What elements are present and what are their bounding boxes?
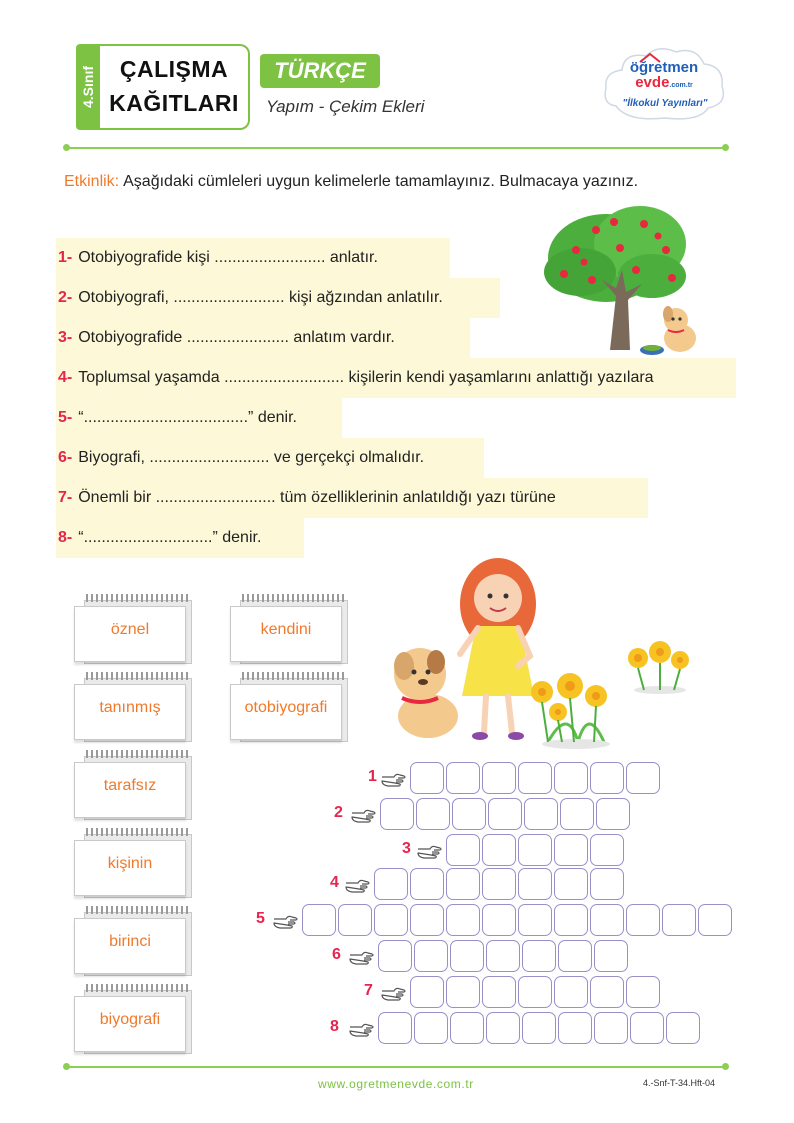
puzzle-cell[interactable] bbox=[410, 868, 444, 900]
word-card-label: tanınmış bbox=[99, 699, 161, 716]
word-card-label: kendini bbox=[260, 621, 312, 638]
word-card-label: öznel bbox=[110, 621, 150, 638]
logo-word-2: evde bbox=[635, 74, 670, 91]
question-3 bbox=[58, 329, 395, 347]
puzzle-row bbox=[380, 798, 632, 830]
girl-dog-flowers-illustration bbox=[368, 556, 698, 756]
puzzle-row bbox=[446, 834, 626, 866]
puzzle-cell[interactable] bbox=[450, 940, 484, 972]
puzzle-row bbox=[302, 904, 734, 936]
topic-subtitle: Yapım - Çekim Ekleri bbox=[266, 97, 425, 116]
puzzle-cell[interactable] bbox=[410, 976, 444, 1008]
puzzle-cell[interactable] bbox=[626, 762, 660, 794]
puzzle-cell[interactable] bbox=[554, 762, 588, 794]
question-text: Toplumsal yaşamda ........................... kişilerin kendi yaşamlarını anlattığı yazılara bbox=[78, 369, 654, 386]
puzzle-cell[interactable] bbox=[414, 940, 448, 972]
puzzle-cell[interactable] bbox=[410, 762, 444, 794]
question-number: 5- bbox=[58, 409, 73, 426]
word-card bbox=[72, 678, 192, 746]
worksheet-title-box bbox=[100, 44, 250, 130]
puzzle-cell[interactable] bbox=[486, 940, 520, 972]
puzzle-cell[interactable] bbox=[482, 834, 516, 866]
puzzle-cell[interactable] bbox=[446, 762, 480, 794]
puzzle-cell[interactable] bbox=[416, 798, 450, 830]
pointing-hand-icon bbox=[350, 805, 376, 823]
puzzle-cell[interactable] bbox=[590, 904, 624, 936]
activity-text: Aşağıdaki cümleleri uygun kelimelerle tamamlayınız. Bulmacaya yazınız. bbox=[123, 173, 639, 190]
question-number: 3- bbox=[58, 329, 73, 346]
puzzle-cell[interactable] bbox=[338, 904, 372, 936]
puzzle-cell[interactable] bbox=[594, 940, 628, 972]
puzzle-row bbox=[410, 762, 662, 794]
puzzle-cell[interactable] bbox=[486, 1012, 520, 1044]
puzzle-cell[interactable] bbox=[630, 1012, 664, 1044]
puzzle-row bbox=[374, 868, 626, 900]
puzzle-cell[interactable] bbox=[524, 798, 558, 830]
word-card bbox=[72, 756, 192, 824]
puzzle-cell[interactable] bbox=[518, 904, 552, 936]
word-card bbox=[72, 990, 192, 1058]
puzzle-cell[interactable] bbox=[378, 940, 412, 972]
logo-word-1: öğretmen bbox=[629, 59, 699, 76]
puzzle-cell[interactable] bbox=[626, 976, 660, 1008]
question-text: Otobiyografide kişi ......................... anlatır. bbox=[78, 249, 378, 266]
puzzle-cell[interactable] bbox=[450, 1012, 484, 1044]
puzzle-cell[interactable] bbox=[518, 868, 552, 900]
word-card bbox=[72, 600, 192, 668]
logo-wordmark bbox=[610, 60, 718, 93]
word-card bbox=[228, 678, 348, 746]
question-number: 2- bbox=[58, 289, 73, 306]
puzzle-row bbox=[410, 976, 662, 1008]
puzzle-cell[interactable] bbox=[374, 868, 408, 900]
footer-code: 4.-Snf-T-34.Hft-04 bbox=[643, 1078, 716, 1088]
puzzle-cell[interactable] bbox=[518, 834, 552, 866]
pointing-hand-icon bbox=[348, 947, 374, 965]
puzzle-cell[interactable] bbox=[414, 1012, 448, 1044]
puzzle-cell[interactable] bbox=[452, 798, 486, 830]
pointing-hand-icon bbox=[416, 841, 442, 859]
grade-tab bbox=[76, 44, 100, 130]
puzzle-cell[interactable] bbox=[374, 904, 408, 936]
question-1 bbox=[58, 249, 378, 267]
puzzle-cell[interactable] bbox=[482, 904, 516, 936]
puzzle-cell[interactable] bbox=[522, 1012, 556, 1044]
puzzle-cell[interactable] bbox=[596, 798, 630, 830]
puzzle-cell[interactable] bbox=[518, 976, 552, 1008]
puzzle-cell[interactable] bbox=[488, 798, 522, 830]
footer-url: www.ogretmenevde.com.tr bbox=[318, 1077, 474, 1091]
question-number: 8- bbox=[58, 529, 73, 546]
question-4 bbox=[58, 369, 654, 387]
puzzle-row bbox=[378, 940, 630, 972]
puzzle-cell[interactable] bbox=[560, 798, 594, 830]
pointing-hand-icon bbox=[380, 983, 406, 1001]
logo-tagline: "İlkokul Yayınları" bbox=[622, 98, 708, 109]
pointing-hand-icon bbox=[348, 1019, 374, 1037]
puzzle-row-number: 3 bbox=[402, 840, 411, 857]
puzzle-row-number: 5 bbox=[256, 910, 265, 927]
pointing-hand-icon bbox=[344, 875, 370, 893]
puzzle-cell[interactable] bbox=[590, 868, 624, 900]
question-number: 1- bbox=[58, 249, 73, 266]
question-number: 4- bbox=[58, 369, 73, 386]
apple-tree-illustration bbox=[540, 200, 740, 360]
puzzle-cell[interactable] bbox=[590, 762, 624, 794]
puzzle-cell[interactable] bbox=[554, 834, 588, 866]
publisher-logo bbox=[600, 44, 728, 128]
puzzle-cell[interactable] bbox=[446, 904, 480, 936]
word-card-label: otobiyografi bbox=[244, 699, 328, 716]
logo-domain: .com.tr bbox=[669, 82, 693, 89]
puzzle-cell[interactable] bbox=[410, 904, 444, 936]
question-6 bbox=[58, 449, 424, 467]
puzzle-cell[interactable] bbox=[590, 834, 624, 866]
puzzle-cell[interactable] bbox=[446, 976, 480, 1008]
puzzle-cell[interactable] bbox=[380, 798, 414, 830]
puzzle-cell[interactable] bbox=[446, 868, 480, 900]
puzzle-cell[interactable] bbox=[518, 762, 552, 794]
puzzle-cell[interactable] bbox=[554, 976, 588, 1008]
word-card bbox=[72, 912, 192, 980]
activity-instruction bbox=[64, 173, 638, 191]
puzzle-row-number: 8 bbox=[330, 1018, 339, 1035]
pointing-hand-icon bbox=[380, 769, 406, 787]
puzzle-cell[interactable] bbox=[482, 868, 516, 900]
pointing-hand-icon bbox=[272, 911, 298, 929]
puzzle-cell[interactable] bbox=[554, 868, 588, 900]
puzzle-cell[interactable] bbox=[662, 904, 696, 936]
puzzle-cell[interactable] bbox=[446, 834, 480, 866]
word-card bbox=[72, 834, 192, 902]
word-card-label: kişinin bbox=[107, 855, 153, 872]
puzzle-row-number: 6 bbox=[332, 946, 341, 963]
question-number: 7- bbox=[58, 489, 73, 506]
puzzle-row-number: 7 bbox=[364, 982, 373, 999]
puzzle-cell[interactable] bbox=[666, 1012, 700, 1044]
puzzle-cell[interactable] bbox=[482, 762, 516, 794]
question-text: Otobiyografide ....................... anlatım vardır. bbox=[78, 329, 395, 346]
question-7 bbox=[58, 489, 556, 507]
question-text: Önemli bir ........................... tüm özelliklerinin anlatıldığı yazı türüne bbox=[78, 489, 556, 506]
header-divider bbox=[66, 147, 726, 149]
question-number: 6- bbox=[58, 449, 73, 466]
footer-divider bbox=[66, 1066, 726, 1068]
puzzle-cell[interactable] bbox=[554, 904, 588, 936]
subject-badge: TÜRKÇE bbox=[260, 54, 380, 88]
puzzle-row-number: 2 bbox=[334, 804, 343, 821]
puzzle-cell[interactable] bbox=[590, 976, 624, 1008]
word-card bbox=[228, 600, 348, 668]
question-5 bbox=[58, 409, 297, 427]
puzzle-cell[interactable] bbox=[302, 904, 336, 936]
puzzle-cell[interactable] bbox=[558, 1012, 592, 1044]
title-line-2: KAĞITLARI bbox=[109, 90, 239, 116]
word-card-label: birinci bbox=[109, 933, 151, 950]
title-line-1: ÇALIŞMA bbox=[119, 56, 229, 82]
word-card-label: tarafsız bbox=[103, 777, 157, 794]
question-text: “.............................” denir. bbox=[78, 529, 262, 546]
question-text: “.....................................” denir. bbox=[78, 409, 297, 426]
puzzle-cell[interactable] bbox=[378, 1012, 412, 1044]
puzzle-cell[interactable] bbox=[626, 904, 660, 936]
activity-label: Etkinlik: bbox=[64, 173, 120, 190]
question-text: Otobiyografi, ......................... kişi ağzından anlatılır. bbox=[78, 289, 443, 306]
puzzle-row bbox=[378, 1012, 702, 1044]
puzzle-cell[interactable] bbox=[594, 1012, 628, 1044]
puzzle-cell[interactable] bbox=[698, 904, 732, 936]
question-text: Biyografi, ........................... ve gerçekçi olmalıdır. bbox=[78, 449, 425, 466]
puzzle-cell[interactable] bbox=[482, 976, 516, 1008]
question-8 bbox=[58, 529, 261, 547]
grade-label: 4.Sınıf bbox=[80, 65, 96, 109]
word-card-label: biyografi bbox=[99, 1011, 161, 1028]
puzzle-cell[interactable] bbox=[558, 940, 592, 972]
question-2 bbox=[58, 289, 443, 307]
puzzle-row-number: 1 bbox=[368, 768, 377, 785]
puzzle-cell[interactable] bbox=[522, 940, 556, 972]
puzzle-row-number: 4 bbox=[330, 874, 339, 891]
